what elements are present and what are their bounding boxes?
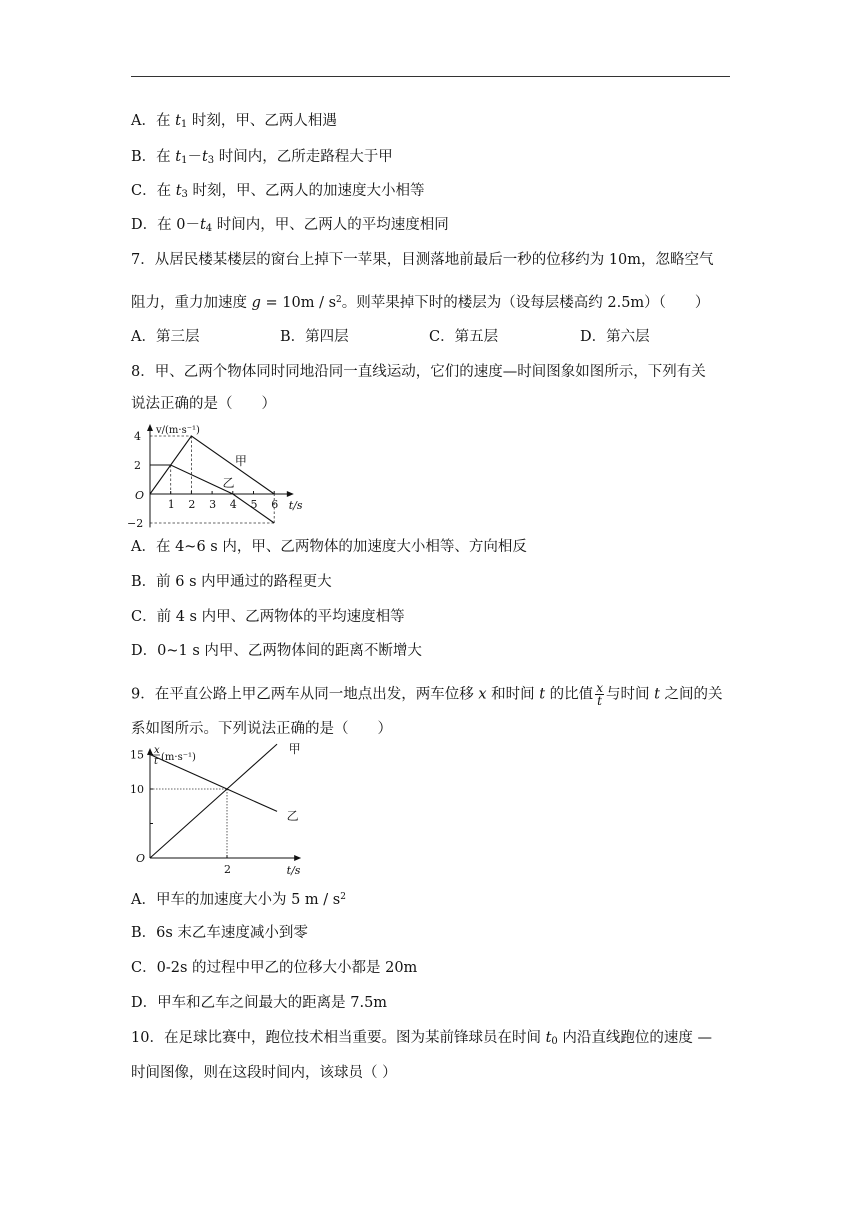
q8-stem-line1: 8．甲、乙两个物体同时同地沿同一直线运动，它们的速度—时间图象如图所示，下列有关	[131, 364, 706, 380]
velocity-time-chart	[127, 418, 330, 533]
y-tick-label: 15	[130, 748, 144, 762]
q6-option-a: A．在 $t_1$ 时刻，甲、乙两人相遇	[131, 113, 337, 130]
q9-option-d: D．甲车和乙车之间最大的距离是 7.5m	[131, 995, 388, 1011]
y-tick-label: O	[135, 489, 145, 502]
q7-option-a: A．第三层	[131, 329, 200, 345]
x-tick-label: 5	[250, 498, 258, 511]
series-label-yi: 乙	[286, 809, 299, 824]
q9-option-b: B．6s 末乙车速度减小到零	[131, 925, 308, 941]
header-rule	[131, 76, 730, 77]
x-tick-label: 2	[188, 498, 196, 511]
q7-option-b: B．第四层	[280, 329, 349, 345]
y-axis-label: v/(m·s⁻¹)	[156, 425, 200, 436]
q9-option-c: C．0-2s 的过程中甲乙的位移大小都是 20m	[131, 960, 418, 976]
x-axis-arrow	[287, 491, 294, 497]
y-axis-arrow	[147, 424, 153, 431]
y-tick-label: 2	[134, 459, 141, 472]
x-tick-label: 3	[209, 498, 217, 511]
q7-stem-line1: 7．从居民楼某楼层的窗台上掉下一苹果，目测落地前最后一秒的位移约为 10m，忽略空气	[131, 252, 714, 268]
q9-option-a: A．甲车的加速度大小为 5 m / $s^2$	[131, 892, 346, 908]
series-label-jia: 甲	[234, 454, 247, 468]
y-axis-label-unit: (m·s⁻¹)	[161, 752, 196, 763]
q6-option-c: C．在 $t_3$ 时刻，甲、乙两人的加速度大小相等	[131, 183, 425, 200]
x-axis-label: t/s	[288, 499, 303, 512]
y-tick-label: −2	[127, 517, 144, 530]
y-tick-label: 4	[134, 430, 141, 443]
q6-option-b: B．在 $t_1-t_3$ 时间内，乙所走路程大于甲	[131, 149, 393, 166]
q7-option-d: D．第六层	[580, 329, 650, 345]
x-tick-label: 2	[224, 863, 231, 876]
q8-option-d: D．0~1 s 内甲、乙两物体间的距离不断增大	[131, 643, 422, 659]
q10-stem-line2: 时间图像，则在这段时间内，该球员（ ）	[131, 1065, 397, 1081]
y-axis-label-num: x	[154, 745, 160, 756]
x-axis-label: t/s	[286, 864, 301, 877]
series-line-1	[150, 755, 277, 812]
y-axis-label-den: t	[154, 756, 159, 767]
q7-stem-line2: 阻力，重力加速度 $g = 10m / s^2$。则苹果掉下时的楼层为（设每层楼高约 2.5m）（ ）	[131, 295, 710, 311]
x-axis-arrow	[294, 855, 301, 861]
q8-option-c: C．前 4 s 内甲、乙两物体的平均速度相等	[131, 609, 405, 625]
q8-stem-line2: 说法正确的是（ ）	[131, 396, 276, 412]
x-tick-label: 1	[167, 498, 175, 511]
q8-option-a: A．在 4~6 s 内，甲、乙两物体的加速度大小相等、方向相反	[131, 539, 527, 555]
x-over-t-fraction: $\frac{x}{t}$	[596, 681, 603, 708]
q7-option-c: C．第五层	[429, 329, 499, 345]
y-axis-arrow	[147, 748, 153, 755]
y-tick-label: O	[136, 852, 146, 865]
q9-stem-line2: 系如图所示。下列说法正确的是（ ）	[131, 721, 392, 737]
q6-option-d: D．在 $0-t_4$ 时间内，甲、乙两人的平均速度相同	[131, 217, 449, 234]
q8-option-b: B．前 6 s 内甲通过的路程更大	[131, 574, 332, 590]
series-label-jia: 甲	[288, 742, 301, 757]
x-tick-label: 4	[229, 498, 237, 511]
xt-ratio-time-chart	[130, 742, 320, 877]
q10-stem-line1: 10．在足球比赛中，跑位技术相当重要。图为某前锋球员在时间 $t_0$ 内沿直线跑位的速度 —	[131, 1030, 712, 1047]
series-label-yi: 乙	[222, 475, 235, 490]
q9-stem-line1: 9．在平直公路上甲乙两车从同一地点出发，两车位移 x 和时间 t 的比值 $\frac{x}{t}$ 与时间 t 之间的关	[131, 681, 723, 708]
x-tick-label: 6	[271, 498, 279, 511]
y-tick-label: 10	[130, 783, 144, 796]
